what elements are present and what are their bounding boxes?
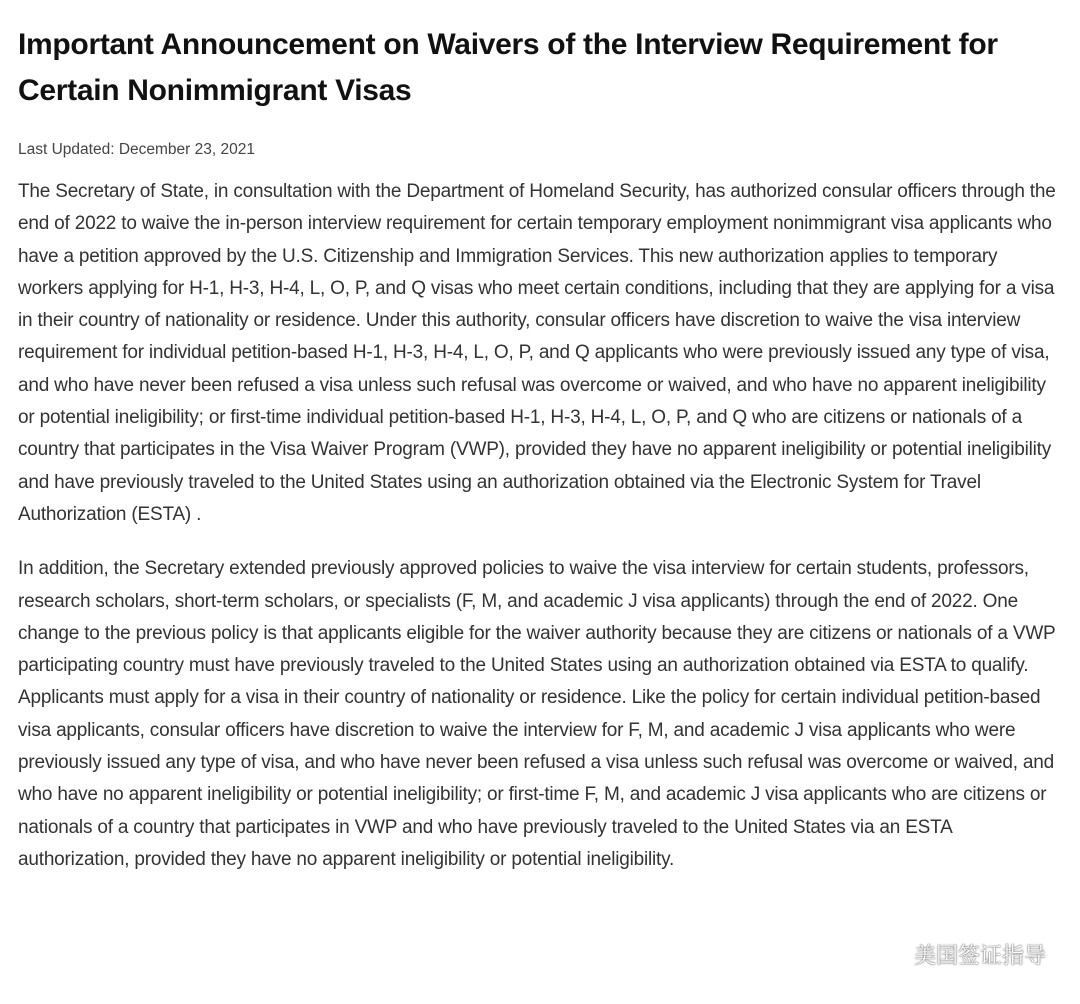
page-title: Important Announcement on Waivers of the Interview Requirement for Certain Nonimmigrant Visas: [18, 28, 998, 107]
article: [18, 22, 1058, 876]
paragraph-1: The Secretary of State, in consultation with the Department of Homeland Security, has authorized consular officers through the end of 2022 to waive the in-person interview requirement for certain temporary employment nonimmigrant visa applicants who have a petition approved by the U.S. Citizenship and Immigration Services. This new authorization applies to temporary workers applying for H-1, H-3, H-4, L, O, P, and Q visas who meet certain conditions, including that they are applying for a visa in their country of nationality or residence. Under this authority, consular officers have discretion to waive the visa interview requirement for individual petition-based H-1, H-3, H-4, L, O, P, and Q applicants who were previously issued any type of visa, and who have never been refused a visa unless such refusal was overcome or waived, and who have no apparent ineligibility or potential ineligibility; or first-time individual petition-based H-1, H-3, H-4, L, O, P, and Q who are citizens or nationals of a country that participates in the Visa Waiver Program (VWP), provided they have no apparent ineligibility or potential ineligibility and have previously traveled to the United States using an authorization obtained via the Electronic System for Travel Authorization (ESTA) .: [18, 181, 1056, 525]
watermark: [872, 939, 1046, 970]
paragraph-2: In addition, the Secretary extended previously approved policies to waive the visa interview for certain students, professors, research scholars, short-term scholars, or specialists (F, M, and academic J visa applicants) through the end of 2022. One change to the previous policy is that applicants eligible for the waiver authority because they are citizens or nationals of a VWP participating country must have previously traveled to the United States using an authorization obtained via ESTA to qualify. Applicants must apply for a visa in their country of nationality or residence. Like the policy for certain individual petition-based visa applicants, consular officers have discretion to waive the interview for F, M, and academic J visa applicants who were previously issued any type of visa, and who have never been refused a visa unless such refusal was overcome or waived, and who have no apparent ineligibility or potential ineligibility; or first-time F, M, and academic J visa applicants who are citizens or nationals of a country that participates in VWP and who have previously traveled to the United States via an ESTA authorization, provided they have no apparent ineligibility or potential ineligibility.: [18, 558, 1056, 870]
last-updated: Last Updated: December 23, 2021: [18, 141, 255, 158]
wechat-icon: [872, 941, 906, 969]
watermark-text: 美国签证指导: [913, 944, 1046, 969]
